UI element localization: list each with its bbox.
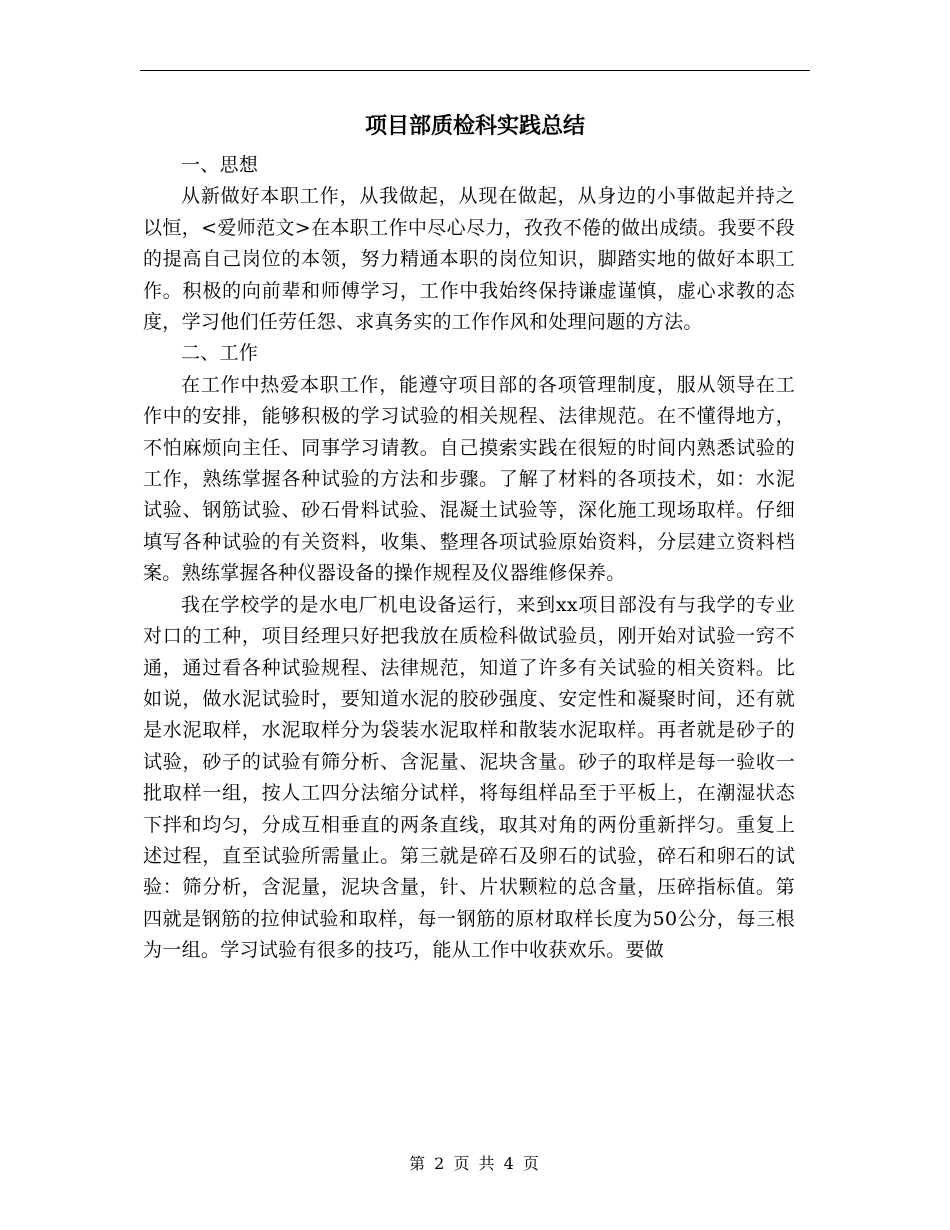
page-number-footer: 第 2 页 共 4 页 (409, 1154, 541, 1173)
paragraph-thought: 从新做好本职工作，从我做起，从现在做起，从身边的小事做起并持之以恒，<爱师范文>在本职工作中尽心尽力，孜孜不倦的做出成绩。我要不段的提高自己岗位的本领，努力精通本职的岗位知识，脚踏实地的做好本职工作。积极的向前辈和师傅学习，工作中我始终保持谦虚谨慎，虚心求教的态度，学习他们任劳任怨、求真务实的工作作风和处理问题的方法。 (143, 185, 795, 334)
document-body (143, 150, 795, 967)
paragraph-work: 在工作中热爱本职工作，能遵守项目部的各项管理制度，服从领导在工作中的安排，能够积极的学习试验的相关规程、法律规范。在不懂得地方，不怕麻烦向主任、同事学习请教。自己摸索实践在很短的时间内熟悉试验的工作，熟练掌握各种试验的方法和步骤。了解了材料的各项技术，如：水泥试验、钢筋试验、砂石骨料试验、混凝土试验等，深化施工现场取样。仔细填写各种试验的有关资料，收集、整理各项试验原始资料，分层建立资料档案。熟练掌握各种仪器设备的操作规程及仪器维修保养。 (143, 373, 795, 585)
section-heading-thought: 一、思想 (181, 154, 259, 176)
header-rule (140, 70, 810, 71)
section-heading-work: 二、工作 (181, 342, 259, 365)
paragraph-experience: 我在学校学的是水电厂机电设备运行，来到xx项目部没有与我学的专业对口的工种，项目经理只好把我放在质检科做试验员，刚开始对试验一窍不通，通过看各种试验规程、法律规范，知道了许多有关试验的相关资料。比如说，做水泥试验时，要知道水泥的胶砂强度、安定性和凝聚时间，还有就是水泥取样，水泥取样分为袋装水泥取样和散装水泥取样。再者就是砂子的试验，砂子的试验有筛分析、含泥量、泥块含量。砂子的取样是每一验收一批取样一组，按人工四分法缩分试样，将每组样品至于平板上，在潮湿状态下拌和均匀，分成互相垂直的两条直线，取其对角的两份重新拌匀。重复上述过程，直至试验所需量止。第三就是碎石及卵石的试验，碎石和卵石的试验：筛分析，含泥量，泥块含量，针、片状颗粒的总含量，压碎指标值。第四就是钢筋的拉伸试验和取样，每一钢筋的原材取样长度为50公分，每三根为一组。学习试验有很多的技巧，能从工作中收获欢乐。要做 (143, 593, 795, 962)
document-title: 项目部质检科实践总结 (364, 113, 585, 139)
